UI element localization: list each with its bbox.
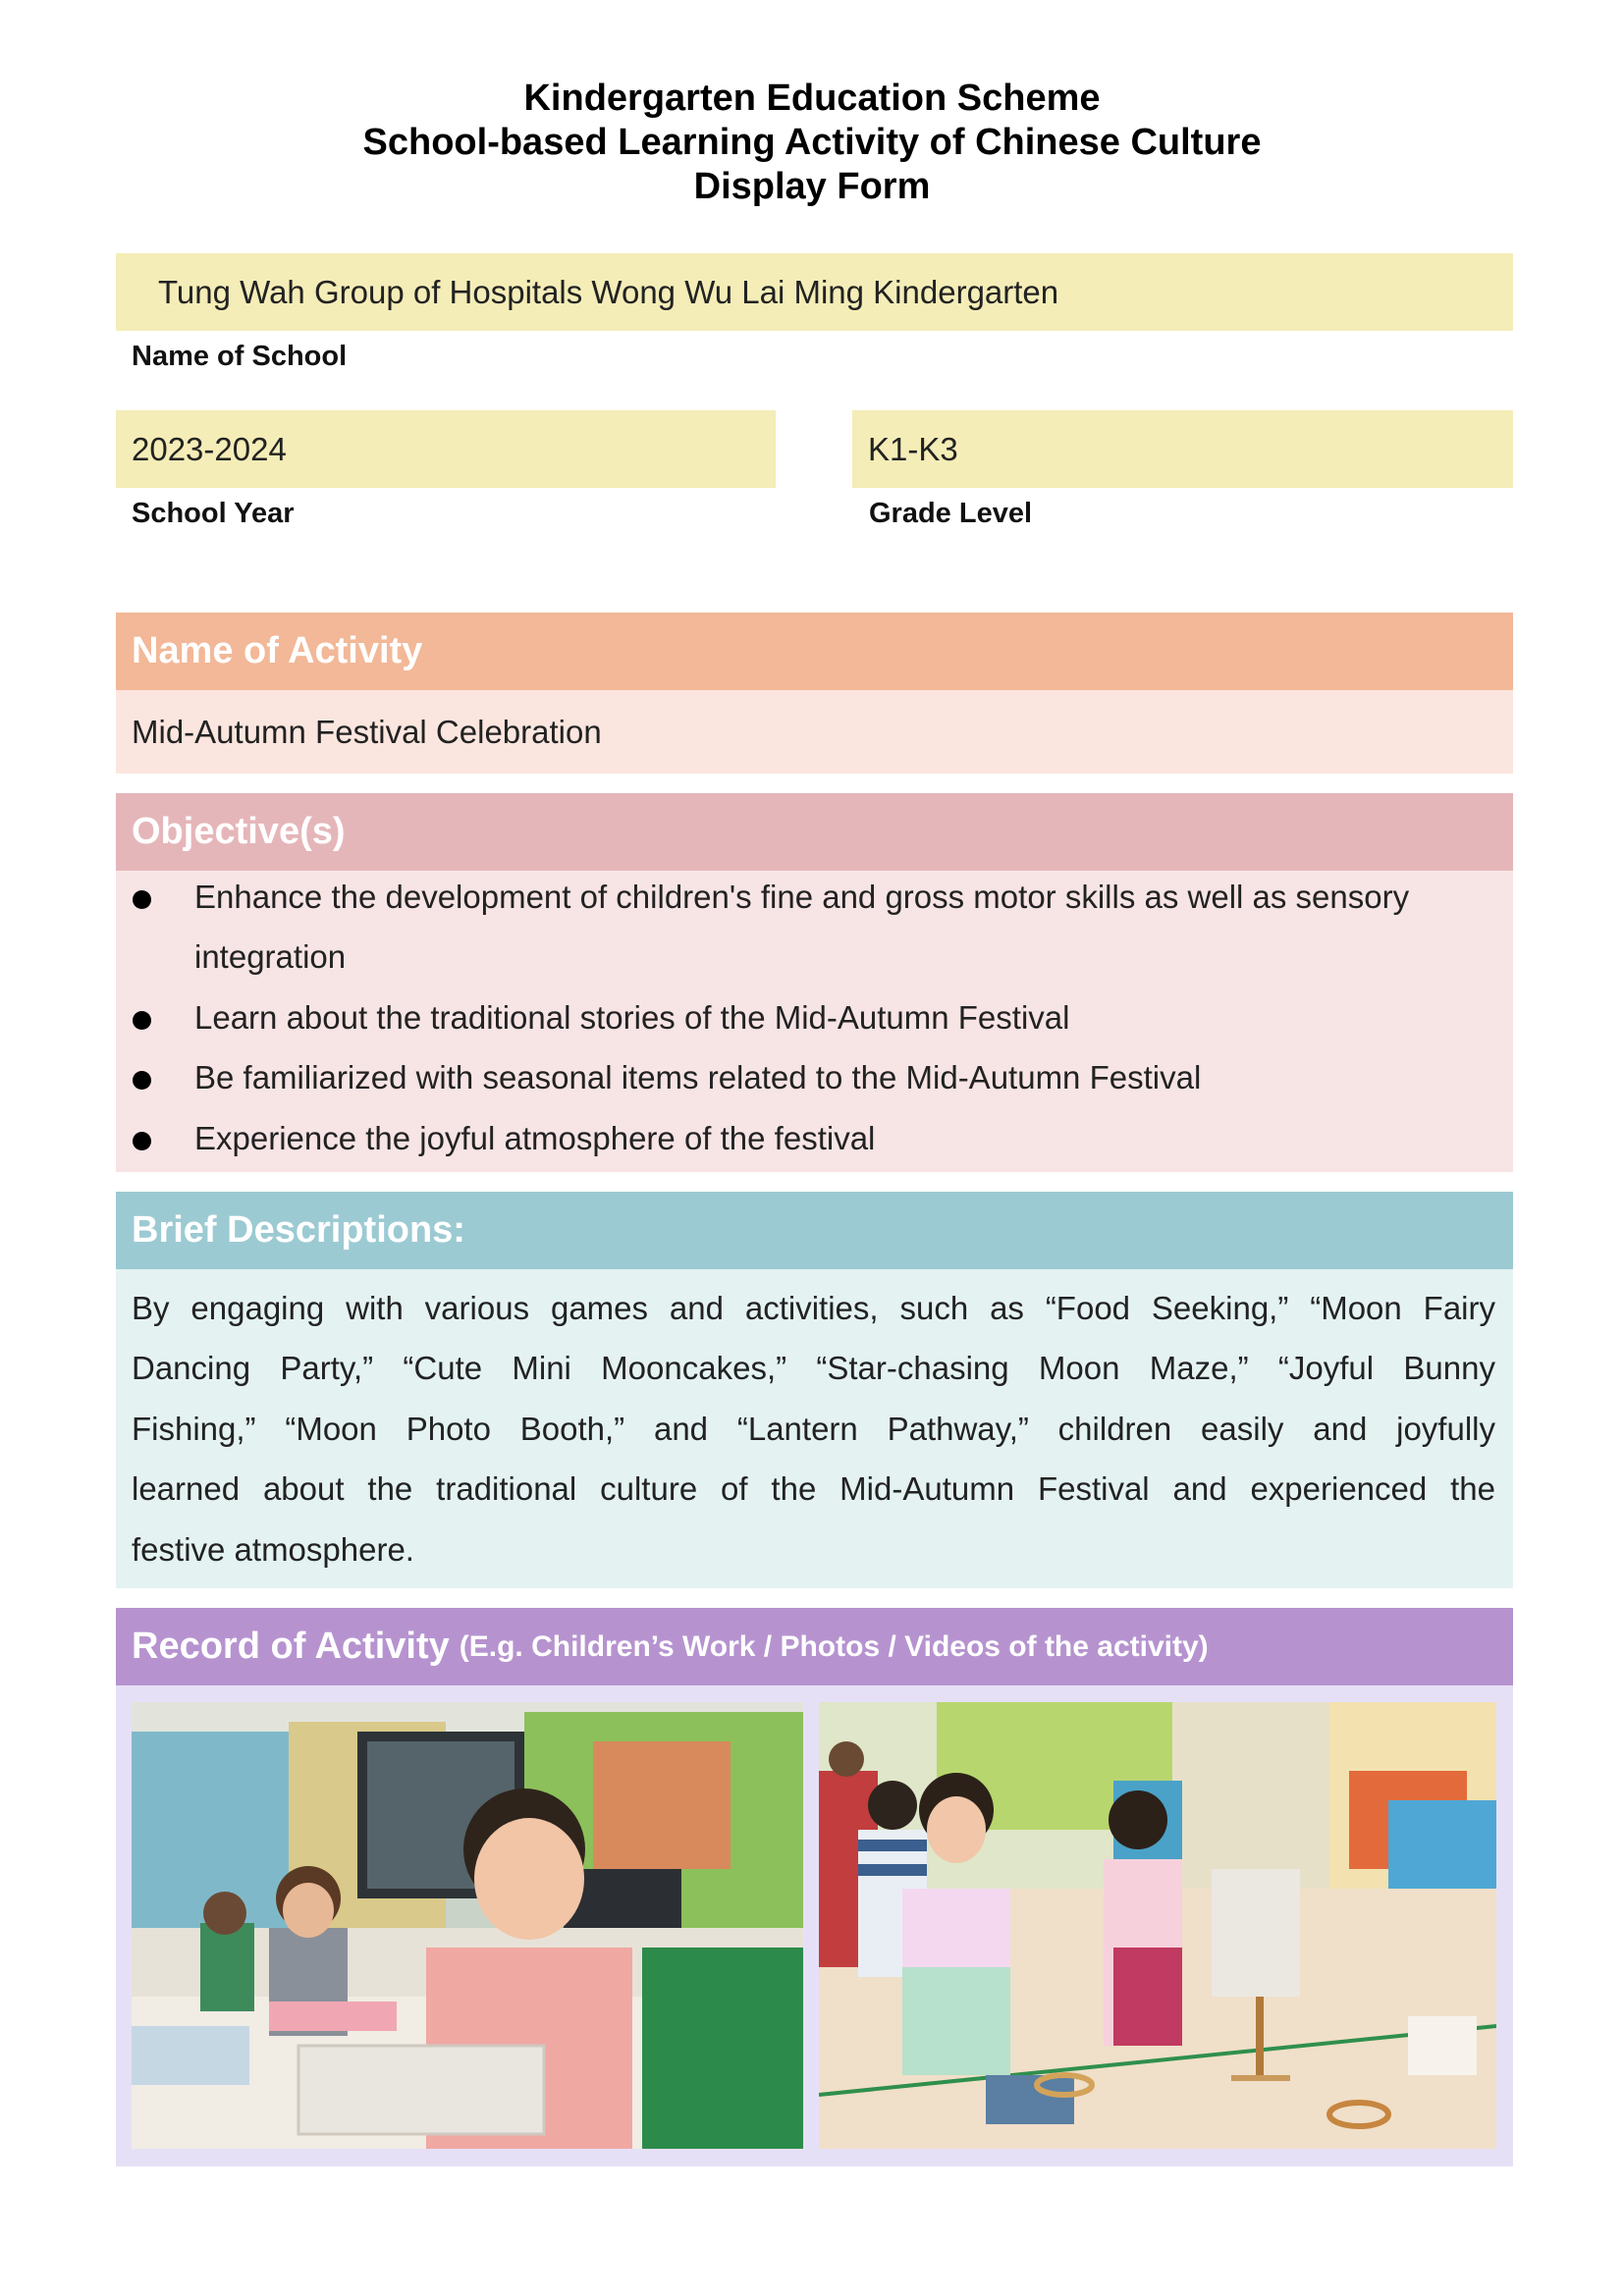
bullet-dot [133, 1071, 151, 1090]
objective-text: Experience the joyful atmosphere of the festival [194, 1120, 876, 1156]
school-name-label: Name of School [132, 341, 348, 372]
school-year-value: 2023-2024 [132, 430, 287, 467]
bullet-dot [133, 1132, 151, 1150]
objective-item [116, 1112, 1513, 1167]
description-line: Dancing Party,” “Cute Mini Mooncakes,” “Star-chasing Moon Maze,” “Joyful Bunny [132, 1350, 1495, 1386]
description-line: festive atmosphere. [132, 1531, 414, 1568]
bullet-dot [133, 1011, 151, 1030]
description-line: Fishing,” “Moon Photo Booth,” and “Lantern Pathway,” children easily and joyfully [132, 1411, 1495, 1447]
record-subheading: (E.g. Children’s Work / Photos / Videos of the activity) [459, 1629, 1209, 1663]
activity-section-body [116, 690, 1513, 774]
activity-section-header [116, 613, 1513, 690]
school-year-label: School Year [132, 498, 295, 529]
record-section-body [116, 1685, 1513, 2166]
activity-heading: Name of Activity [132, 630, 423, 671]
record-section-header [116, 1608, 1513, 1685]
objectives-section-header [116, 793, 1513, 871]
school-name-value: Tung Wah Group of Hospitals Wong Wu Lai Ming Kindergarten [158, 273, 1059, 310]
objective-text: integration [194, 938, 347, 975]
form-title-line-2: School-based Learning Activity of Chinese Culture [362, 122, 1262, 163]
objective-item [116, 991, 1513, 1046]
description-section-header [116, 1192, 1513, 1269]
ring-toss-game-photo [819, 1702, 1496, 2149]
form-title-line-1: Kindergarten Education Scheme [523, 78, 1101, 119]
activity-name-value: Mid-Autumn Festival Celebration [132, 713, 602, 750]
grade-level-label: Grade Level [869, 498, 1033, 529]
objective-text: Be familiarized with seasonal items related to the Mid-Autumn Festival [194, 1059, 1202, 1095]
objective-item-continuation [116, 931, 1513, 986]
activity-photo-1 [132, 1702, 803, 2149]
description-line: By engaging with various games and activities, such as “Food Seeking,” “Moon Fairy [132, 1290, 1495, 1326]
objectives-heading: Objective(s) [132, 811, 346, 852]
objectives-section-body [116, 871, 1513, 1172]
objective-text: Enhance the development of children's fine and gross motor skills as well as sensory [194, 879, 1410, 915]
form-title-line-3: Display Form [693, 166, 931, 207]
classroom-table-photo [132, 1702, 803, 2149]
record-heading: Record of Activity [132, 1626, 450, 1667]
grade-level-value: K1-K3 [868, 430, 958, 467]
grade-level-field [852, 410, 1513, 488]
objective-item [116, 1051, 1513, 1106]
description-heading: Brief Descriptions: [132, 1209, 465, 1251]
objective-text: Learn about the traditional stories of the Mid-Autumn Festival [194, 999, 1070, 1036]
activity-photo-2 [819, 1702, 1496, 2149]
school-name-field [116, 253, 1513, 331]
bullet-dot [133, 890, 151, 909]
school-year-field [116, 410, 776, 488]
description-section-body [116, 1269, 1513, 1588]
description-line: learned about the traditional culture of the Mid-Autumn Festival and experienced the [132, 1470, 1495, 1507]
objective-item [116, 871, 1513, 926]
